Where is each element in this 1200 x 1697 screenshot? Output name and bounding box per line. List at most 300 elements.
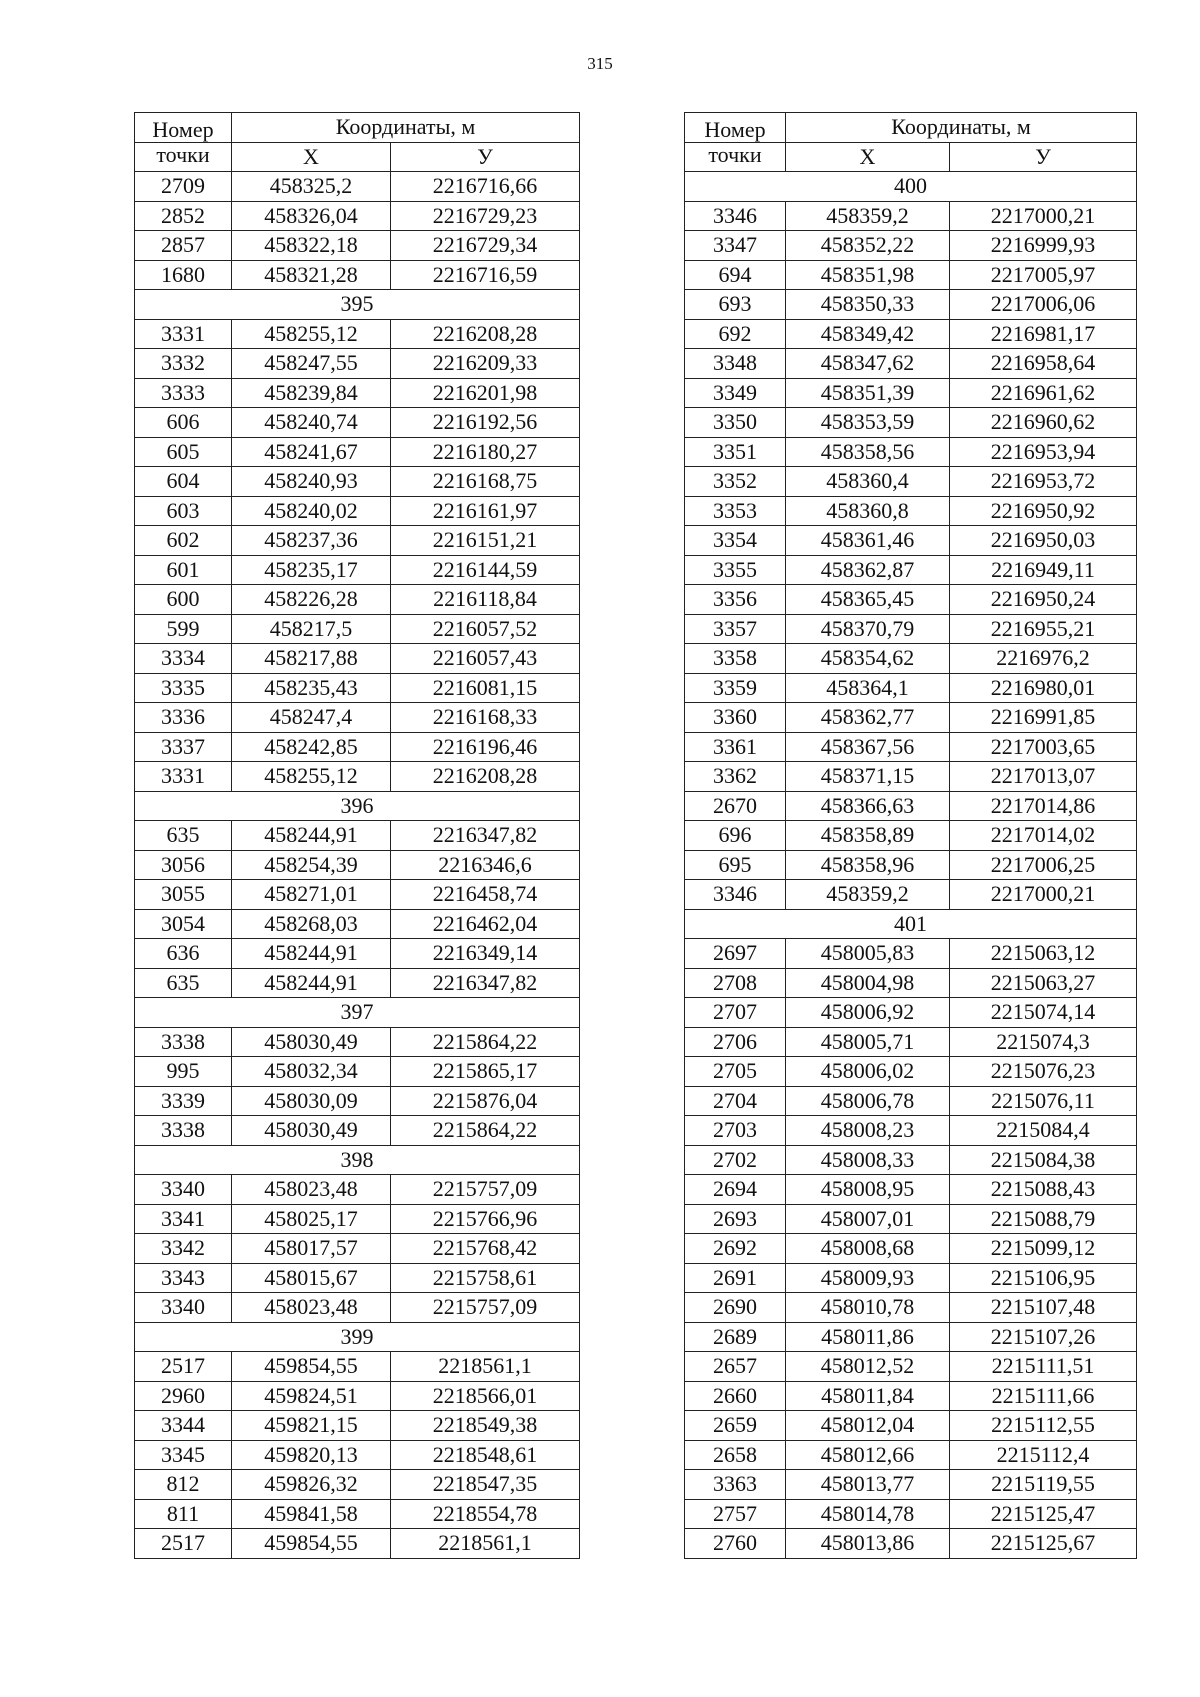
x-coordinate-cell: 458371,15 bbox=[786, 762, 950, 792]
y-coordinate-cell: 2216953,72 bbox=[950, 467, 1137, 497]
section-row bbox=[135, 998, 580, 1028]
x-coordinate-cell: 458235,43 bbox=[232, 673, 391, 703]
point-number-cell: 3351 bbox=[685, 437, 786, 467]
point-number-cell: 636 bbox=[135, 939, 232, 969]
y-coordinate-cell: 2215758,61 bbox=[391, 1263, 580, 1293]
x-coordinate-cell: 458247,55 bbox=[232, 349, 391, 379]
x-coordinate-cell: 458217,88 bbox=[232, 644, 391, 674]
x-coordinate-cell: 459820,13 bbox=[232, 1440, 391, 1470]
y-coordinate-cell: 2215757,09 bbox=[391, 1175, 580, 1205]
point-number-cell: 3344 bbox=[135, 1411, 232, 1441]
point-number-cell: 2760 bbox=[685, 1529, 786, 1559]
table-row bbox=[685, 1440, 1137, 1470]
y-coordinate-cell: 2215107,26 bbox=[950, 1322, 1137, 1352]
x-coordinate-cell: 458361,46 bbox=[786, 526, 950, 556]
point-number-cell: 3339 bbox=[135, 1086, 232, 1116]
x-coordinate-cell: 458008,33 bbox=[786, 1145, 950, 1175]
point-number-cell: 2689 bbox=[685, 1322, 786, 1352]
y-coordinate-cell: 2215088,79 bbox=[950, 1204, 1137, 1234]
table-row bbox=[685, 1263, 1137, 1293]
point-number-cell: 3363 bbox=[685, 1470, 786, 1500]
section-number: 400 bbox=[685, 172, 1137, 202]
table-row bbox=[135, 1440, 580, 1470]
table-row bbox=[685, 1293, 1137, 1323]
point-number-cell: 2708 bbox=[685, 968, 786, 998]
table-row bbox=[685, 614, 1137, 644]
y-coordinate-cell: 2215076,11 bbox=[950, 1086, 1137, 1116]
y-coordinate-cell: 2216347,82 bbox=[391, 968, 580, 998]
x-coordinate-cell: 458360,4 bbox=[786, 467, 950, 497]
point-number-cell: 696 bbox=[685, 821, 786, 851]
x-coordinate-cell: 458367,56 bbox=[786, 732, 950, 762]
point-number-cell: 3055 bbox=[135, 880, 232, 910]
section-row bbox=[685, 909, 1137, 939]
y-coordinate-cell: 2217005,97 bbox=[950, 260, 1137, 290]
x-coordinate-cell: 458352,22 bbox=[786, 231, 950, 261]
table-row bbox=[685, 1086, 1137, 1116]
x-coordinate-cell: 459824,51 bbox=[232, 1381, 391, 1411]
x-coordinate-cell: 458005,71 bbox=[786, 1027, 950, 1057]
x-coordinate-cell: 458011,86 bbox=[786, 1322, 950, 1352]
x-coordinate-cell: 458013,77 bbox=[786, 1470, 950, 1500]
y-coordinate-cell: 2216196,46 bbox=[391, 732, 580, 762]
point-number-cell: 3361 bbox=[685, 732, 786, 762]
x-coordinate-cell: 458013,86 bbox=[786, 1529, 950, 1559]
table-row bbox=[135, 260, 580, 290]
point-number-cell: 3350 bbox=[685, 408, 786, 438]
table-row bbox=[685, 526, 1137, 556]
table-row bbox=[135, 614, 580, 644]
point-number-cell: 2697 bbox=[685, 939, 786, 969]
point-number-cell: 3054 bbox=[135, 909, 232, 939]
y-coordinate-cell: 2216208,28 bbox=[391, 319, 580, 349]
y-coordinate-cell: 2215107,48 bbox=[950, 1293, 1137, 1323]
point-number-cell: 3331 bbox=[135, 762, 232, 792]
point-number-cell: 2660 bbox=[685, 1381, 786, 1411]
x-coordinate-cell: 459821,15 bbox=[232, 1411, 391, 1441]
point-number-cell: 2707 bbox=[685, 998, 786, 1028]
point-number-cell: 599 bbox=[135, 614, 232, 644]
point-number-cell: 3359 bbox=[685, 673, 786, 703]
x-coordinate-cell: 459854,55 bbox=[232, 1529, 391, 1559]
y-coordinate-cell: 2217000,21 bbox=[950, 880, 1137, 910]
table-row bbox=[135, 349, 580, 379]
x-coordinate-cell: 458006,78 bbox=[786, 1086, 950, 1116]
x-coordinate-cell: 458217,5 bbox=[232, 614, 391, 644]
y-coordinate-cell: 2215766,96 bbox=[391, 1204, 580, 1234]
x-coordinate-cell: 458241,67 bbox=[232, 437, 391, 467]
header-row-bottom bbox=[685, 142, 1137, 172]
table-row bbox=[135, 673, 580, 703]
y-coordinate-cell: 2216168,75 bbox=[391, 467, 580, 497]
point-number-cell: 3354 bbox=[685, 526, 786, 556]
y-coordinate-cell: 2216349,14 bbox=[391, 939, 580, 969]
table-row bbox=[685, 1234, 1137, 1264]
y-coordinate-cell: 2215074,3 bbox=[950, 1027, 1137, 1057]
y-coordinate-cell: 2218549,38 bbox=[391, 1411, 580, 1441]
point-number-cell: 3338 bbox=[135, 1027, 232, 1057]
section-row bbox=[135, 791, 580, 821]
table-row bbox=[685, 850, 1137, 880]
y-coordinate-cell: 2215112,4 bbox=[950, 1440, 1137, 1470]
y-coordinate-cell: 2216991,85 bbox=[950, 703, 1137, 733]
table-row bbox=[135, 437, 580, 467]
section-row bbox=[135, 1145, 580, 1175]
table-row bbox=[685, 732, 1137, 762]
y-coordinate-cell: 2216999,93 bbox=[950, 231, 1137, 261]
header-y: У bbox=[950, 142, 1137, 172]
y-coordinate-cell: 2216180,27 bbox=[391, 437, 580, 467]
y-coordinate-cell: 2215112,55 bbox=[950, 1411, 1137, 1441]
point-number-cell: 2517 bbox=[135, 1352, 232, 1382]
y-coordinate-cell: 2215757,09 bbox=[391, 1293, 580, 1323]
y-coordinate-cell: 2218547,35 bbox=[391, 1470, 580, 1500]
x-coordinate-cell: 458358,96 bbox=[786, 850, 950, 880]
table-row bbox=[135, 1175, 580, 1205]
x-coordinate-cell: 458354,62 bbox=[786, 644, 950, 674]
x-coordinate-cell: 458009,93 bbox=[786, 1263, 950, 1293]
section-number: 396 bbox=[135, 791, 580, 821]
table-row bbox=[685, 496, 1137, 526]
y-coordinate-cell: 2216347,82 bbox=[391, 821, 580, 851]
point-number-cell: 3347 bbox=[685, 231, 786, 261]
x-coordinate-cell: 458359,2 bbox=[786, 201, 950, 231]
y-coordinate-cell: 2216729,23 bbox=[391, 201, 580, 231]
point-number-cell: 3340 bbox=[135, 1175, 232, 1205]
table-row bbox=[135, 1086, 580, 1116]
point-number-cell: 694 bbox=[685, 260, 786, 290]
table-row bbox=[685, 939, 1137, 969]
section-row bbox=[685, 172, 1137, 202]
x-coordinate-cell: 458030,49 bbox=[232, 1027, 391, 1057]
x-coordinate-cell: 458008,23 bbox=[786, 1116, 950, 1146]
table-row bbox=[135, 1499, 580, 1529]
table-row bbox=[135, 1529, 580, 1559]
header-coordinates: Координаты, м bbox=[786, 113, 1137, 143]
x-coordinate-cell: 458347,62 bbox=[786, 349, 950, 379]
point-number-cell: 811 bbox=[135, 1499, 232, 1529]
x-coordinate-cell: 458325,2 bbox=[232, 172, 391, 202]
point-number-cell: 2692 bbox=[685, 1234, 786, 1264]
point-number-cell: 2702 bbox=[685, 1145, 786, 1175]
table-row bbox=[135, 703, 580, 733]
x-coordinate-cell: 458365,45 bbox=[786, 585, 950, 615]
point-number-cell: 3332 bbox=[135, 349, 232, 379]
table-row bbox=[135, 968, 580, 998]
table-row bbox=[135, 1263, 580, 1293]
y-coordinate-cell: 2216208,28 bbox=[391, 762, 580, 792]
point-number-cell: 2659 bbox=[685, 1411, 786, 1441]
x-coordinate-cell: 458350,33 bbox=[786, 290, 950, 320]
table-row bbox=[135, 1234, 580, 1264]
point-number-cell: 2706 bbox=[685, 1027, 786, 1057]
y-coordinate-cell: 2216950,92 bbox=[950, 496, 1137, 526]
table-row bbox=[685, 644, 1137, 674]
table-row bbox=[685, 1529, 1137, 1559]
point-number-cell: 2852 bbox=[135, 201, 232, 231]
section-number: 395 bbox=[135, 290, 580, 320]
point-number-cell: 2658 bbox=[685, 1440, 786, 1470]
table-row bbox=[685, 231, 1137, 261]
table-row bbox=[135, 644, 580, 674]
table-row bbox=[135, 172, 580, 202]
x-coordinate-cell: 458349,42 bbox=[786, 319, 950, 349]
table-row bbox=[685, 791, 1137, 821]
y-coordinate-cell: 2218561,1 bbox=[391, 1529, 580, 1559]
header-row-top bbox=[135, 113, 580, 143]
x-coordinate-cell: 458353,59 bbox=[786, 408, 950, 438]
table-row bbox=[685, 1470, 1137, 1500]
table-row bbox=[135, 880, 580, 910]
y-coordinate-cell: 2218561,1 bbox=[391, 1352, 580, 1382]
y-coordinate-cell: 2216201,98 bbox=[391, 378, 580, 408]
x-coordinate-cell: 458255,12 bbox=[232, 762, 391, 792]
table-row bbox=[135, 850, 580, 880]
y-coordinate-cell: 2216716,66 bbox=[391, 172, 580, 202]
table-row bbox=[685, 349, 1137, 379]
table-row bbox=[135, 1204, 580, 1234]
table-row bbox=[135, 467, 580, 497]
y-coordinate-cell: 2215076,23 bbox=[950, 1057, 1137, 1087]
point-number-cell: 995 bbox=[135, 1057, 232, 1087]
x-coordinate-cell: 458362,87 bbox=[786, 555, 950, 585]
table-row bbox=[685, 585, 1137, 615]
point-number-cell: 3356 bbox=[685, 585, 786, 615]
x-coordinate-cell: 458023,48 bbox=[232, 1175, 391, 1205]
x-coordinate-cell: 458247,4 bbox=[232, 703, 391, 733]
x-coordinate-cell: 458006,92 bbox=[786, 998, 950, 1028]
table-row bbox=[135, 378, 580, 408]
point-number-cell: 3340 bbox=[135, 1293, 232, 1323]
x-coordinate-cell: 458271,01 bbox=[232, 880, 391, 910]
point-number-cell: 2657 bbox=[685, 1352, 786, 1382]
y-coordinate-cell: 2216955,21 bbox=[950, 614, 1137, 644]
table-row bbox=[135, 1470, 580, 1500]
table-row bbox=[685, 201, 1137, 231]
y-coordinate-cell: 2216057,52 bbox=[391, 614, 580, 644]
point-number-cell: 3360 bbox=[685, 703, 786, 733]
point-number-cell: 600 bbox=[135, 585, 232, 615]
table-row bbox=[685, 1381, 1137, 1411]
x-coordinate-cell: 458008,68 bbox=[786, 1234, 950, 1264]
point-number-cell: 3333 bbox=[135, 378, 232, 408]
point-number-cell: 3362 bbox=[685, 762, 786, 792]
point-number-cell: 695 bbox=[685, 850, 786, 880]
x-coordinate-cell: 458008,95 bbox=[786, 1175, 950, 1205]
y-coordinate-cell: 2215864,22 bbox=[391, 1116, 580, 1146]
x-coordinate-cell: 458017,57 bbox=[232, 1234, 391, 1264]
table-row bbox=[135, 909, 580, 939]
point-number-cell: 635 bbox=[135, 821, 232, 851]
x-coordinate-cell: 458014,78 bbox=[786, 1499, 950, 1529]
table-row bbox=[135, 231, 580, 261]
table-row bbox=[685, 821, 1137, 851]
y-coordinate-cell: 2216949,11 bbox=[950, 555, 1137, 585]
y-coordinate-cell: 2217014,02 bbox=[950, 821, 1137, 851]
y-coordinate-cell: 2216981,17 bbox=[950, 319, 1137, 349]
table-row bbox=[135, 821, 580, 851]
x-coordinate-cell: 458351,39 bbox=[786, 378, 950, 408]
point-number-cell: 2703 bbox=[685, 1116, 786, 1146]
table-row bbox=[135, 1293, 580, 1323]
x-coordinate-cell: 458326,04 bbox=[232, 201, 391, 231]
table-row bbox=[685, 467, 1137, 497]
point-number-cell: 2709 bbox=[135, 172, 232, 202]
x-coordinate-cell: 458321,28 bbox=[232, 260, 391, 290]
x-coordinate-cell: 458268,03 bbox=[232, 909, 391, 939]
x-coordinate-cell: 458235,17 bbox=[232, 555, 391, 585]
point-number-cell: 2693 bbox=[685, 1204, 786, 1234]
table-row bbox=[135, 496, 580, 526]
y-coordinate-cell: 2216192,56 bbox=[391, 408, 580, 438]
y-coordinate-cell: 2216953,94 bbox=[950, 437, 1137, 467]
y-coordinate-cell: 2217013,07 bbox=[950, 762, 1137, 792]
y-coordinate-cell: 2216976,2 bbox=[950, 644, 1137, 674]
y-coordinate-cell: 2216458,74 bbox=[391, 880, 580, 910]
point-number-cell: 603 bbox=[135, 496, 232, 526]
table-row bbox=[685, 1499, 1137, 1529]
x-coordinate-cell: 458240,93 bbox=[232, 467, 391, 497]
table-row bbox=[685, 1116, 1137, 1146]
y-coordinate-cell: 2218566,01 bbox=[391, 1381, 580, 1411]
section-number: 398 bbox=[135, 1145, 580, 1175]
table-row bbox=[685, 555, 1137, 585]
point-number-cell: 2960 bbox=[135, 1381, 232, 1411]
y-coordinate-cell: 2217000,21 bbox=[950, 201, 1137, 231]
table-row bbox=[135, 1411, 580, 1441]
point-number-cell: 3331 bbox=[135, 319, 232, 349]
point-number-cell: 2694 bbox=[685, 1175, 786, 1205]
point-number-cell: 3346 bbox=[685, 201, 786, 231]
y-coordinate-cell: 2215106,95 bbox=[950, 1263, 1137, 1293]
header-coordinates: Координаты, м bbox=[232, 113, 580, 143]
point-number-cell: 635 bbox=[135, 968, 232, 998]
point-number-cell: 3336 bbox=[135, 703, 232, 733]
x-coordinate-cell: 459854,55 bbox=[232, 1352, 391, 1382]
y-coordinate-cell: 2215099,12 bbox=[950, 1234, 1137, 1264]
point-number-cell: 601 bbox=[135, 555, 232, 585]
y-coordinate-cell: 2218548,61 bbox=[391, 1440, 580, 1470]
y-coordinate-cell: 2216961,62 bbox=[950, 378, 1137, 408]
x-coordinate-cell: 458004,98 bbox=[786, 968, 950, 998]
page-number: 315 bbox=[587, 54, 613, 73]
y-coordinate-cell: 2215088,43 bbox=[950, 1175, 1137, 1205]
y-coordinate-cell: 2215125,47 bbox=[950, 1499, 1137, 1529]
y-coordinate-cell: 2216209,33 bbox=[391, 349, 580, 379]
point-number-cell: 3352 bbox=[685, 467, 786, 497]
point-number-cell: 3348 bbox=[685, 349, 786, 379]
y-coordinate-cell: 2215125,67 bbox=[950, 1529, 1137, 1559]
point-number-cell: 3345 bbox=[135, 1440, 232, 1470]
table-row bbox=[135, 939, 580, 969]
point-number-cell: 3343 bbox=[135, 1263, 232, 1293]
y-coordinate-cell: 2216346,6 bbox=[391, 850, 580, 880]
table-row bbox=[685, 968, 1137, 998]
x-coordinate-cell: 458012,66 bbox=[786, 1440, 950, 1470]
x-coordinate-cell: 458322,18 bbox=[232, 231, 391, 261]
x-coordinate-cell: 458005,83 bbox=[786, 939, 950, 969]
header-row-top bbox=[685, 113, 1137, 143]
point-number-cell: 3355 bbox=[685, 555, 786, 585]
point-number-cell: 3337 bbox=[135, 732, 232, 762]
y-coordinate-cell: 2216716,59 bbox=[391, 260, 580, 290]
point-number-cell: 812 bbox=[135, 1470, 232, 1500]
x-coordinate-cell: 458364,1 bbox=[786, 673, 950, 703]
y-coordinate-cell: 2215111,66 bbox=[950, 1381, 1137, 1411]
section-number: 397 bbox=[135, 998, 580, 1028]
table-row bbox=[135, 762, 580, 792]
point-number-cell: 692 bbox=[685, 319, 786, 349]
table-row bbox=[685, 1322, 1137, 1352]
y-coordinate-cell: 2215084,38 bbox=[950, 1145, 1137, 1175]
y-coordinate-cell: 2216151,21 bbox=[391, 526, 580, 556]
x-coordinate-cell: 458023,48 bbox=[232, 1293, 391, 1323]
y-coordinate-cell: 2216958,64 bbox=[950, 349, 1137, 379]
x-coordinate-cell: 458030,09 bbox=[232, 1086, 391, 1116]
x-coordinate-cell: 458244,91 bbox=[232, 939, 391, 969]
y-coordinate-cell: 2215119,55 bbox=[950, 1470, 1137, 1500]
y-coordinate-cell: 2216950,03 bbox=[950, 526, 1137, 556]
x-coordinate-cell: 458011,84 bbox=[786, 1381, 950, 1411]
x-coordinate-cell: 458010,78 bbox=[786, 1293, 950, 1323]
y-coordinate-cell: 2215876,04 bbox=[391, 1086, 580, 1116]
x-coordinate-cell: 458370,79 bbox=[786, 614, 950, 644]
point-number-cell: 3353 bbox=[685, 496, 786, 526]
point-number-cell: 3334 bbox=[135, 644, 232, 674]
x-coordinate-cell: 458358,89 bbox=[786, 821, 950, 851]
y-coordinate-cell: 2216081,15 bbox=[391, 673, 580, 703]
x-coordinate-cell: 458240,74 bbox=[232, 408, 391, 438]
x-coordinate-cell: 458359,2 bbox=[786, 880, 950, 910]
y-coordinate-cell: 2216462,04 bbox=[391, 909, 580, 939]
x-coordinate-cell: 458351,98 bbox=[786, 260, 950, 290]
table-row bbox=[685, 703, 1137, 733]
header-x: Х bbox=[786, 142, 950, 172]
section-number: 401 bbox=[685, 909, 1137, 939]
table-row bbox=[685, 1411, 1137, 1441]
table-row bbox=[685, 1175, 1137, 1205]
point-number-cell: 602 bbox=[135, 526, 232, 556]
x-coordinate-cell: 458362,77 bbox=[786, 703, 950, 733]
point-number-cell: 3338 bbox=[135, 1116, 232, 1146]
x-coordinate-cell: 458244,91 bbox=[232, 968, 391, 998]
point-number-cell: 3056 bbox=[135, 850, 232, 880]
table-row bbox=[135, 1027, 580, 1057]
y-coordinate-cell: 2215063,27 bbox=[950, 968, 1137, 998]
y-coordinate-cell: 2215865,17 bbox=[391, 1057, 580, 1087]
section-row bbox=[135, 1322, 580, 1352]
table-row bbox=[135, 201, 580, 231]
table-row bbox=[685, 290, 1137, 320]
x-coordinate-cell: 458032,34 bbox=[232, 1057, 391, 1087]
y-coordinate-cell: 2216729,34 bbox=[391, 231, 580, 261]
header-point-number: Номер bbox=[135, 113, 232, 143]
table-row bbox=[135, 555, 580, 585]
point-number-cell: 606 bbox=[135, 408, 232, 438]
point-number-cell: 1680 bbox=[135, 260, 232, 290]
table-row bbox=[685, 673, 1137, 703]
header-point-number-line2: точки bbox=[135, 142, 232, 172]
x-coordinate-cell: 458012,04 bbox=[786, 1411, 950, 1441]
table-row bbox=[685, 1352, 1137, 1382]
x-coordinate-cell: 458244,91 bbox=[232, 821, 391, 851]
y-coordinate-cell: 2216168,33 bbox=[391, 703, 580, 733]
header-y: У bbox=[391, 142, 580, 172]
x-coordinate-cell: 458015,67 bbox=[232, 1263, 391, 1293]
header-point-number-line2: точки bbox=[685, 142, 786, 172]
table-row bbox=[135, 1352, 580, 1382]
point-number-cell: 2705 bbox=[685, 1057, 786, 1087]
